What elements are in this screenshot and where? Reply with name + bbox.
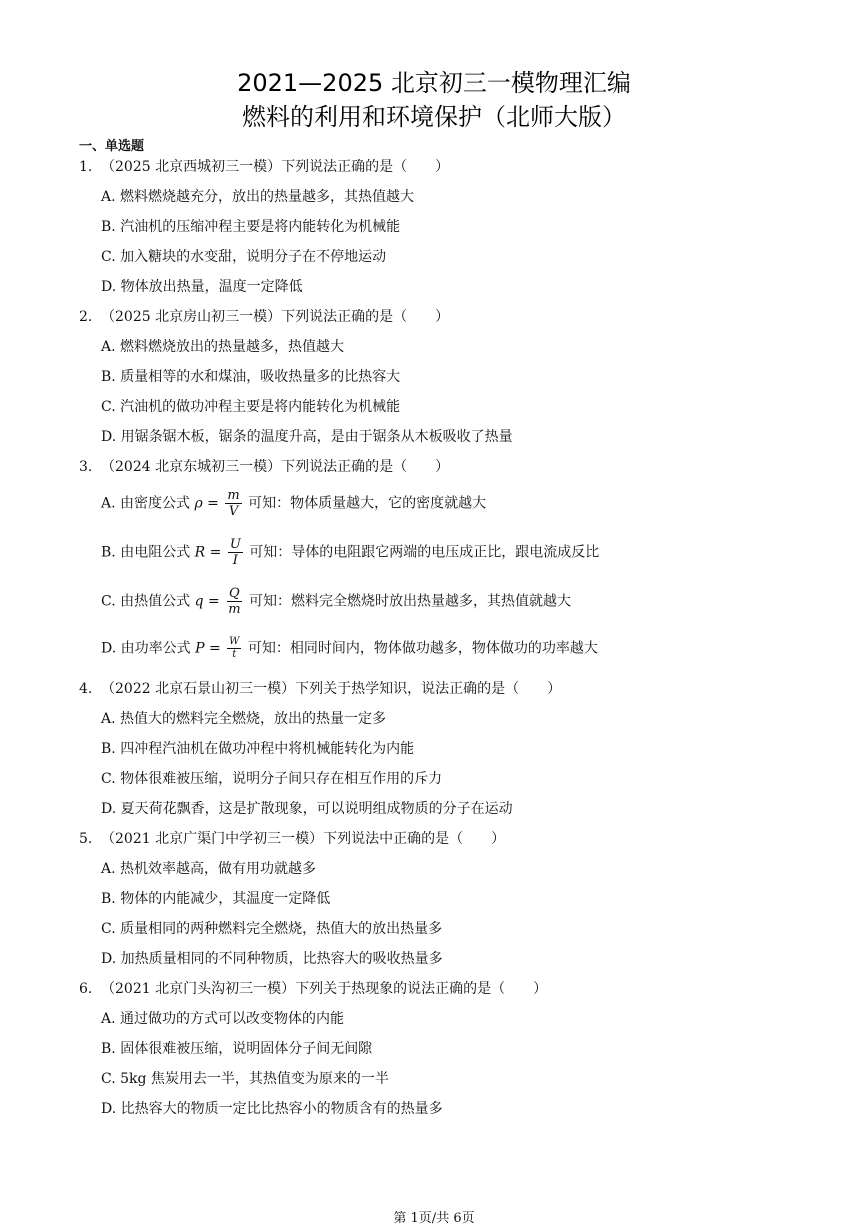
q4-option-d: D. 夏天荷花飘香，这是扩散现象，可以说明组成物质的分子在运动	[101, 801, 513, 817]
question-stem: （2021 北京门头沟初三一模）下列关于热现象的说法正确的是（ ）	[101, 981, 548, 997]
question-3	[79, 456, 449, 476]
q5-option-b: B. 物体的内能减少，其温度一定降低	[101, 891, 331, 907]
q2-option-a: A. 燃料燃烧放出的热量越多，热值越大	[101, 339, 345, 355]
q5-option-d: D. 加热质量相同的不同种物质，比热容大的吸收热量多	[101, 951, 443, 967]
fraction-numerator: m	[227, 488, 240, 503]
q4-option-a: A. 热值大的燃料完全燃烧，放出的热量一定多	[101, 711, 387, 727]
fraction-denominator: V	[228, 504, 239, 519]
q1-option-c: C. 加入糖块的水变甜，说明分子在不停地运动	[101, 249, 387, 265]
question-6	[79, 978, 547, 998]
question-stem: （2022 北京石景山初三一模）下列关于热学知识，说法正确的是（ ）	[101, 681, 562, 697]
q3-option-b	[101, 537, 599, 568]
question-stem: （2024 北京东城初三一模）下列说法正确的是（ ）	[101, 459, 450, 475]
q1-option-a: A. 燃料燃烧越充分，放出的热量越多，其热值越大	[101, 189, 415, 205]
fraction-numerator: W	[229, 636, 240, 647]
question-stem: （2021 北京广渠门中学初三一模）下列说法中正确的是（ ）	[101, 831, 506, 847]
q1-option-d: D. 物体放出热量，温度一定降低	[101, 279, 303, 295]
q4-option-c: C. 物体很难被压缩，说明分子间只存在相互作用的斥力	[101, 771, 443, 787]
formula-equals: =	[203, 593, 225, 610]
formula-equals: =	[202, 495, 224, 512]
page-title: 2021—2025 北京初三一模物理汇编	[237, 69, 631, 97]
formula-variable: P	[195, 640, 205, 657]
q5-option-a: A. 热机效率越高，做有用功就越多	[101, 861, 317, 877]
q2-option-d: D. 用锯条锯木板，锯条的温度升高，是由于锯条从木板吸收了热量	[101, 429, 513, 445]
question-stem: （2025 北京西城初三一模）下列说法正确的是（ ）	[101, 159, 450, 175]
q6-option-d: D. 比热容大的物质一定比比热容小的物质含有的热量多	[101, 1101, 443, 1117]
question-number: 2.	[79, 309, 93, 325]
q5-option-c: C. 质量相同的两种燃料完全燃烧，热值大的放出热量多	[101, 921, 443, 937]
q3-option-d	[101, 636, 598, 661]
option-prefix: D. 由功率公式	[101, 640, 191, 657]
q2-option-b: B. 质量相等的水和煤油，吸收热量多的比热容大	[101, 369, 401, 385]
formula-fraction	[227, 636, 241, 661]
formula-variable: R	[194, 544, 206, 561]
page-subtitle: 燃料的利用和环境保护（北师大版）	[242, 103, 626, 131]
formula-variable: q	[194, 593, 204, 610]
fraction-denominator: t	[232, 649, 237, 660]
section-heading: 一、单选题	[79, 139, 145, 154]
option-prefix: A. 由密度公式	[101, 495, 191, 512]
q3-option-a	[101, 488, 486, 519]
formula-fraction	[228, 537, 243, 568]
option-prefix: C. 由热值公式	[101, 593, 191, 610]
question-1	[79, 156, 449, 176]
formula-fraction	[226, 586, 242, 617]
q6-option-a: A. 通过做功的方式可以改变物体的内能	[101, 1011, 345, 1027]
fraction-denominator: I	[232, 553, 238, 568]
question-number: 6.	[79, 981, 93, 997]
q3-option-c	[101, 586, 571, 617]
option-text: 可知：燃料完全燃烧时放出热量越多，其热值就越大	[248, 593, 571, 610]
formula-equals: =	[204, 640, 226, 657]
question-number: 5.	[79, 831, 93, 847]
q2-option-c: C. 汽油机的做功冲程主要是将内能转化为机械能	[101, 399, 401, 415]
question-2	[79, 306, 449, 326]
q4-option-b: B. 四冲程汽油机在做功冲程中将机械能转化为内能	[101, 741, 415, 757]
q6-option-b: B. 固体很难被压缩，说明固体分子间无间隙	[101, 1041, 373, 1057]
q6-option-c: C. 5kg 焦炭用去一半，其热值变为原来的一半	[101, 1071, 389, 1087]
question-number: 4.	[79, 681, 93, 697]
question-5	[79, 828, 505, 848]
q1-option-b: B. 汽油机的压缩冲程主要是将内能转化为机械能	[101, 219, 401, 235]
option-text: 可知：物体质量越大，它的密度就越大	[248, 495, 487, 512]
option-text: 可知：相同时间内，物体做功越多，物体做功的功率越大	[247, 640, 598, 657]
option-prefix: B. 由电阻公式	[101, 544, 191, 561]
formula-variable: ρ	[194, 495, 203, 512]
formula-fraction	[225, 488, 241, 519]
question-number: 1.	[79, 159, 93, 175]
fraction-numerator: U	[229, 537, 241, 552]
fraction-numerator: Q	[229, 586, 240, 601]
fraction-denominator: m	[228, 602, 241, 617]
question-4	[79, 678, 561, 698]
question-number: 3.	[79, 459, 93, 475]
question-stem: （2025 北京房山初三一模）下列说法正确的是（ ）	[101, 309, 450, 325]
formula-equals: =	[205, 544, 226, 561]
page-footer: 第 1页/共 6页	[393, 1211, 475, 1226]
option-text: 可知：导体的电阻跟它两端的电压成正比，跟电流成反比	[249, 544, 600, 561]
